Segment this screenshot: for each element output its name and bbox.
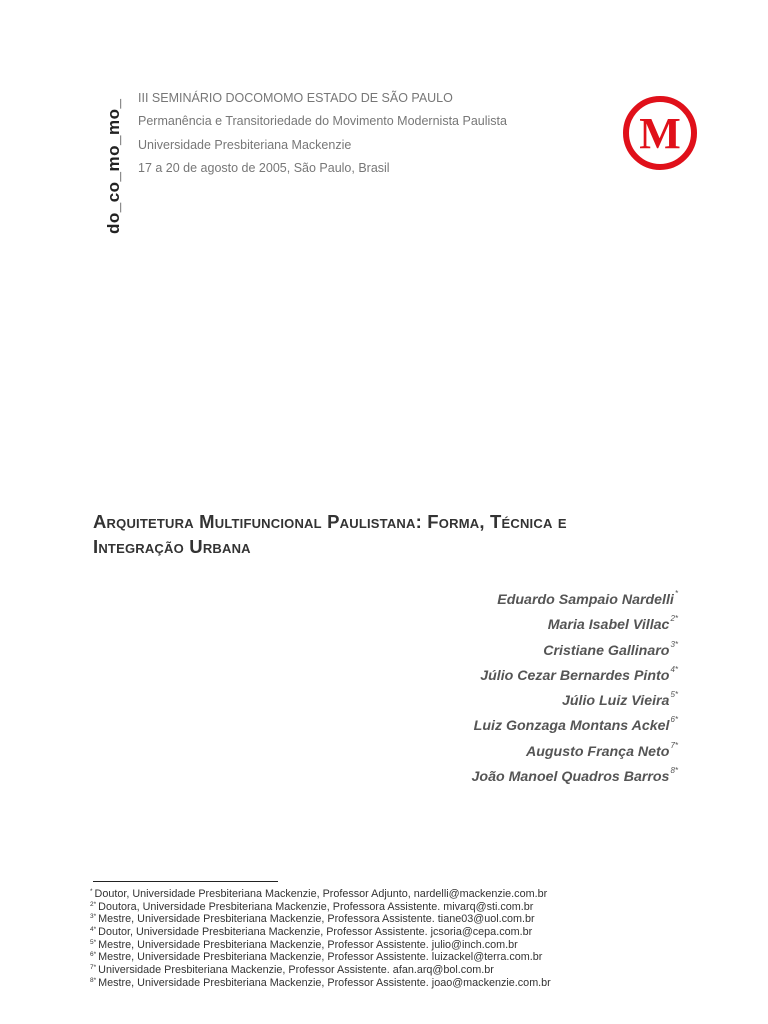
author-name-text: Júlio Luiz Vieira	[561, 693, 670, 710]
author-name	[472, 660, 678, 685]
footnote-text: Mestre, Universidade Presbiteriana Mackenzie, Professor Assistente. joao@mackenzie.com.br	[98, 976, 551, 989]
footnote-item	[90, 886, 551, 899]
author-name-text: Júlio Cezar Bernardes Pinto	[480, 667, 670, 684]
author-name	[472, 635, 678, 660]
author-list	[472, 584, 678, 786]
footnote-mark: 8*	[90, 976, 97, 984]
footnote-item	[90, 937, 551, 950]
footnote-mark: 5*	[90, 938, 97, 946]
author-name-text: Cristiane Gallinaro	[543, 642, 670, 659]
author-name-text: Eduardo Sampaio Nardelli	[497, 592, 674, 608]
footnote-item	[90, 899, 551, 912]
footnote-text: Doutor, Universidade Presbiteriana Mackenzie, Professor Adjunto, nardelli@mackenzie.com.br	[94, 888, 548, 900]
footnote-item	[90, 924, 551, 937]
author-name-text: Maria Isabel Villac	[547, 617, 670, 634]
footnote-mark: 4*	[90, 926, 97, 934]
author-footnote-mark: *	[674, 589, 678, 598]
footnotes	[90, 886, 551, 988]
author-footnote-mark: 7*	[670, 740, 678, 750]
footnote-text: Doutora, Universidade Presbiteriana Mackenzie, Professora Assistente. mivarq@sti.com.br	[98, 900, 534, 913]
author-name	[472, 609, 678, 634]
logo-letter: M	[639, 109, 681, 158]
footnote-mark: 2*	[90, 900, 97, 908]
footnote-item	[90, 975, 551, 988]
mackenzie-logo	[621, 94, 699, 172]
seminar-date-location: 17 a 20 de agosto de 2005, São Paulo, Brasil	[138, 160, 390, 175]
footnote-divider	[93, 881, 278, 882]
footnote-text: Mestre, Universidade Presbiteriana Mackenzie, Professor Assistente. luizackel@terra.com.br	[98, 951, 543, 964]
author-name	[472, 736, 678, 761]
footnote-text: Mestre, Universidade Presbiteriana Mackenzie, Professor Assistente. julio@inch.com.br	[98, 938, 518, 951]
author-name	[472, 710, 678, 735]
seminar-header	[138, 90, 507, 183]
seminar-subtitle: Permanência e Transitoriedade do Movimento Modernista Paulista	[138, 114, 507, 129]
footnote-mark: 6*	[90, 951, 97, 959]
author-name-text: João Manoel Quadros Barros	[471, 769, 670, 786]
author-footnote-mark: 5*	[670, 690, 678, 700]
paper-title	[93, 509, 713, 559]
footnote-mark: *	[90, 888, 93, 895]
footnote-item	[90, 949, 551, 962]
author-name	[472, 761, 678, 786]
docomomo-logo-text: do_co_mo_mo_	[104, 98, 123, 234]
paper-title-line-2: Integração Urbana	[93, 536, 251, 557]
author-footnote-mark: 4*	[670, 664, 678, 674]
author-footnote-mark: 2*	[670, 614, 678, 624]
author-name-text: Augusto França Neto	[525, 743, 670, 760]
footnote-text: Mestre, Universidade Presbiteriana Mackenzie, Professora Assistente. tiane03@uol.com.br	[98, 913, 535, 926]
author-name	[472, 685, 678, 710]
author-name-text: Luiz Gonzaga Montans Ackel	[473, 718, 670, 735]
author-name	[472, 584, 678, 609]
author-footnote-mark: 6*	[670, 715, 678, 725]
author-footnote-mark: 8*	[670, 766, 678, 776]
footnote-text: Universidade Presbiteriana Mackenzie, Professor Assistente. afan.arq@bol.com.br	[98, 964, 494, 977]
seminar-title: III SEMINÁRIO DOCOMOMO ESTADO DE SÃO PAULO	[138, 91, 453, 105]
author-footnote-mark: 3*	[670, 639, 678, 649]
footnote-mark: 3*	[90, 913, 97, 921]
footnote-mark: 7*	[90, 964, 97, 972]
footnote-item	[90, 911, 551, 924]
paper-title-line-1: Arquitetura Multifuncional Paulistana: Forma, Técnica e	[93, 511, 567, 532]
footnote-item	[90, 962, 551, 975]
seminar-institution: Universidade Presbiteriana Mackenzie	[138, 137, 352, 152]
footnote-text: Doutor, Universidade Presbiteriana Mackenzie, Professor Assistente. jcsoria@cepa.com.br	[98, 926, 533, 939]
